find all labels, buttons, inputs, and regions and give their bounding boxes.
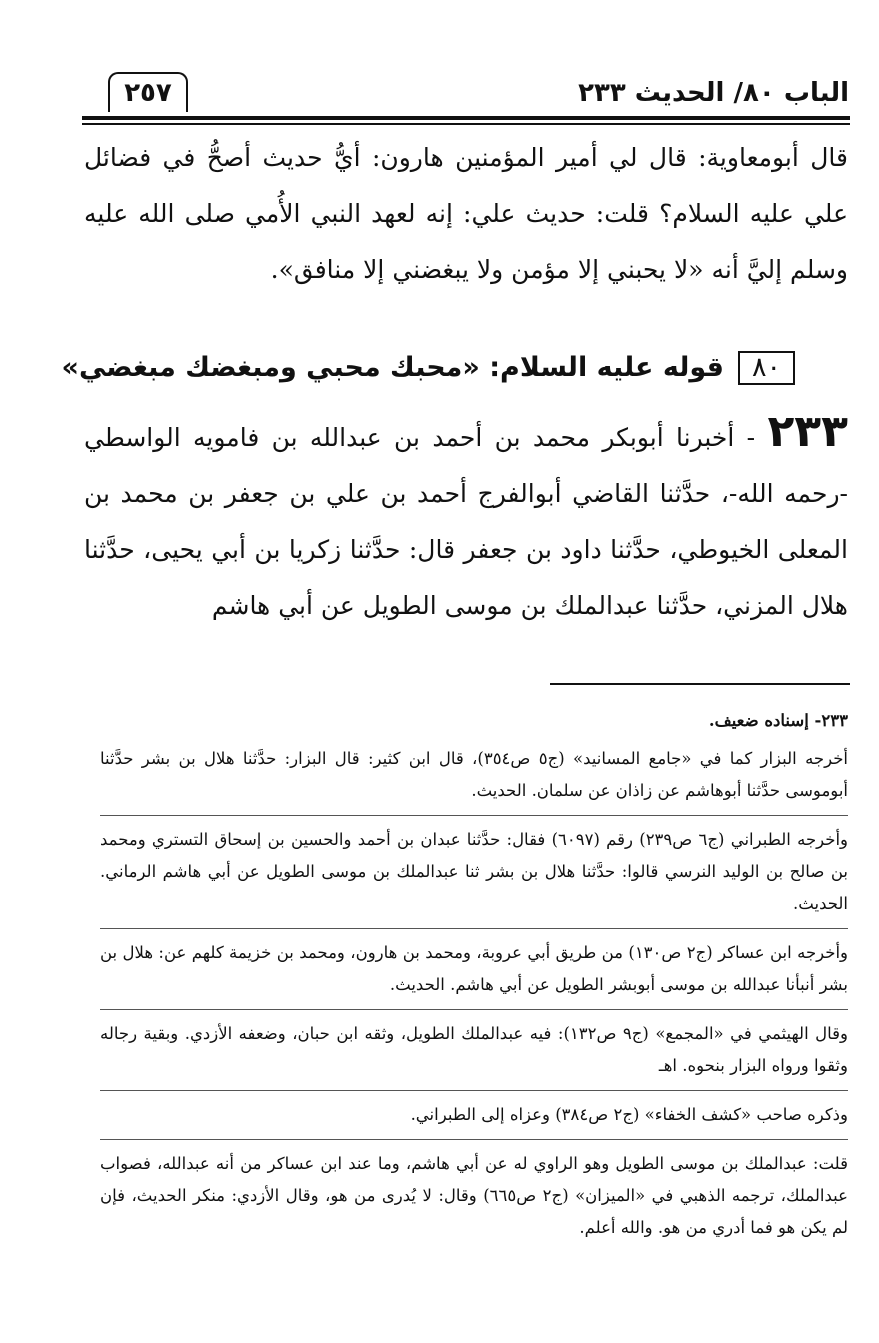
footnote-paragraph: وأخرجه الطبراني (ج٦ ص٢٣٩) رقم (٦٠٩٧) فقال: حدَّثنا عبدان بن أحمد والحسين بن إسحاق التستري ومحمد بن صالح بن الوليد النرسي قالوا: حدَّثنا هلال بن بشر ثنا عبدالملك بن موسى الطويل عن أبي هاشم الرماني. الحديث. bbox=[100, 830, 849, 913]
footnote-paragraph: قلت: عبدالملك بن موسى الطويل وهو الراوي له عن أبي هاشم، وما عند ابن عساكر من أنه عبدالله، فصواب عبدالملك، ترجمه الذهبي في «الميزان» (ج٢ ص٦٦٥) وقال: لا يُدرى من هو، وقال الأزدي: منكر الحديث، فإن لم يكن هو فما أدري من هو. والله أعلم. bbox=[100, 1154, 848, 1237]
footnote-divider bbox=[100, 1090, 848, 1091]
footnote-divider bbox=[100, 815, 848, 816]
hadith-text: - أخبرنا أبوبكر محمد بن أحمد بن عبدالله بن فامويه الواسطي -رحمه الله-، حدَّثنا القاضي أبوالفرج أحمد بن علي بن جعفر بن محمد بن المعلى الخيوطي، حدَّثنا داود بن جعفر قال: حدَّثنا زكريا بن أبي يحيى، حدَّثنا هلال المزني، حدَّثنا عبدالملك بن موسى الطويل عن أبي هاشم bbox=[84, 423, 848, 620]
footnote-paragraph: وأخرجه ابن عساكر (ج٢ ص١٣٠) من طريق أبي عروبة، ومحمد بن هارون، ومحمد بن خزيمة كلهم عن: هلال بن بشر أنبأنا عبدالله بن موسى أبوبشر الطويل عن أبي هاشم. الحديث. bbox=[100, 943, 849, 994]
chapter-title: قوله عليه السلام: «محبك محبي ومبغضك مبغضي» bbox=[61, 352, 724, 383]
footnote-title: ٢٣٣- إسناده ضعيف. bbox=[708, 711, 848, 730]
header-rule-thick bbox=[82, 116, 850, 120]
intro-paragraph: قال أبومعاوية: قال لي أمير المؤمنين هارون: أيُّ حديث أصحُّ في فضائل علي عليه السلام؟ قلت: حديث علي: إنه لعهد النبي الأُمي صلى الله عليه وسلم إليَّ أنه «لا يحبني إلا مؤمن ولا يبغضني إلا منافق». bbox=[84, 143, 848, 284]
page-number: ٢٥٧ bbox=[124, 78, 172, 108]
footnotes bbox=[100, 705, 848, 1252]
running-header-title: الباب ٨٠/ الحديث ٢٣٣ bbox=[578, 78, 849, 108]
hadith-paragraph bbox=[84, 404, 848, 634]
header-rule-thin bbox=[82, 123, 850, 125]
hadith-number: ٢٣٣ bbox=[767, 406, 849, 457]
footnote-separator bbox=[550, 683, 850, 685]
footnote-divider bbox=[100, 1009, 848, 1010]
footnote-paragraph: أخرجه البزار كما في «جامع المسانيد» (ج٥ ص٣٥٤)، قال ابن كثير: قال البزار: حدَّثنا هلال بن بشر حدَّثنا أبوموسى حدَّثنا أبوهاشم عن زاذان عن سلمان. الحديث. bbox=[100, 749, 849, 800]
chapter-heading bbox=[62, 348, 796, 388]
chapter-number-box: ٨٠ bbox=[738, 351, 795, 385]
footnote-paragraph: وذكره صاحب «كشف الخفاء» (ج٢ ص٣٨٤) وعزاه إلى الطبراني. bbox=[410, 1105, 848, 1124]
footnote-divider bbox=[100, 1139, 848, 1140]
footnote-divider bbox=[100, 928, 848, 929]
footnote-paragraph: وقال الهيثمي في «المجمع» (ج٩ ص١٣٢): فيه عبدالملك الطويل، وثقه ابن حبان، وضعفه الأزدي. وبقية رجاله وثقوا ورواه البزار بنحوه. اهـ bbox=[100, 1024, 848, 1075]
